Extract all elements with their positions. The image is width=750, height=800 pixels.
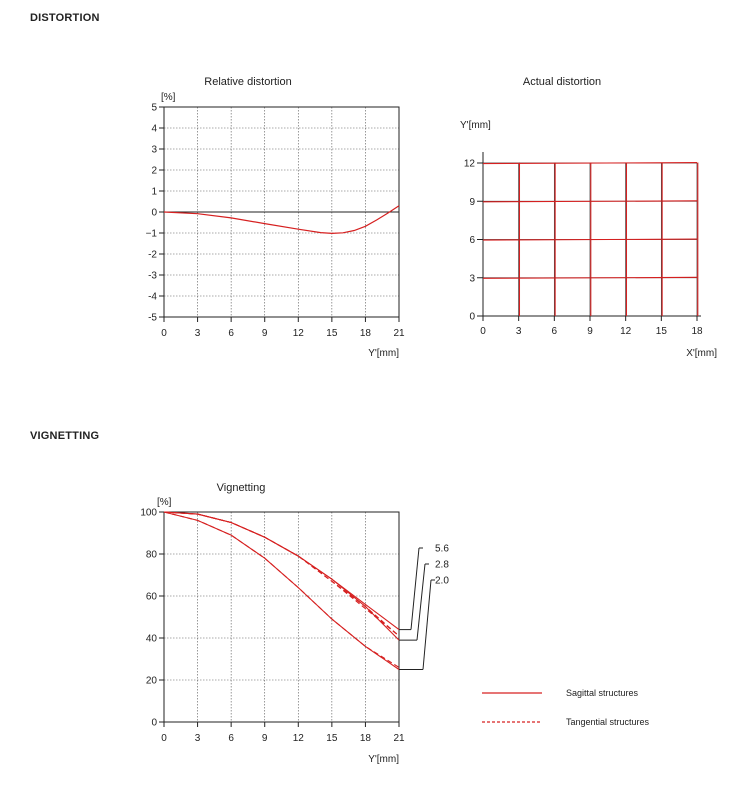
- vig-ytick-label: 0: [151, 717, 157, 729]
- vig-xtick-label: 12: [292, 733, 304, 744]
- act-ytick-label: 3: [469, 273, 475, 285]
- vig-leader-diag-2.0: [423, 580, 431, 670]
- vig-aperture-label-2.8: 2.8: [435, 559, 449, 571]
- rel-ylabel: [%]: [161, 92, 176, 103]
- rel-ytick-label: 2: [151, 165, 157, 177]
- act-xlabel: X'[mm]: [686, 348, 717, 359]
- vignetting-chart: [140, 482, 649, 765]
- rel-ytick-label: 4: [151, 123, 157, 135]
- act-ytick-label: 0: [469, 311, 475, 323]
- rel-ytick-label: -5: [148, 312, 157, 324]
- rel-ytick-label: -2: [148, 249, 157, 261]
- vig-curve-sagittal-2.0: [164, 512, 399, 670]
- rel-xtick-label: 6: [228, 328, 234, 339]
- vig-leader-diag-2.8: [417, 564, 425, 640]
- vig-leader-diag-5.6: [411, 548, 419, 630]
- rel-xtick-label: 12: [292, 328, 304, 339]
- vig-curve-tangential-5.6: [164, 512, 399, 636]
- rel-ytick-label: 0: [151, 207, 157, 219]
- vig-xtick-label: 9: [261, 733, 268, 744]
- vig-xtick-label: 6: [228, 733, 234, 744]
- rel-ytick-label: -3: [148, 270, 157, 282]
- rel-xtick-label: 3: [194, 328, 201, 339]
- rel-xtick-label: 0: [161, 328, 167, 339]
- vig-plot-frame: [164, 512, 399, 722]
- legend-sagittal-label: Sagittal structures: [566, 688, 639, 698]
- act-xtick-label: 0: [480, 326, 486, 337]
- act-xtick-label: 6: [551, 326, 558, 337]
- act-ylabel: Y'[mm]: [460, 120, 491, 131]
- vig-curve-sagittal-5.6: [164, 512, 399, 630]
- rel-ytick-label: 3: [151, 144, 157, 156]
- vig-ytick-label: 100: [140, 507, 157, 519]
- act-xtick-label: 9: [587, 326, 593, 337]
- relative-distortion-chart: [146, 76, 405, 359]
- vig-ytick-label: 60: [145, 591, 157, 603]
- rel-ytick-label: −1: [145, 228, 157, 240]
- vig-xtick-label: 15: [326, 733, 338, 744]
- vig-curve-sagittal-2.8: [164, 512, 399, 640]
- vig-xtick-label: 0: [161, 733, 167, 744]
- vig-xlabel: Y'[mm]: [368, 754, 399, 765]
- rel-xtick-label: 21: [393, 328, 405, 339]
- legend-tangential-label: Tangential structures: [566, 717, 650, 727]
- rel-ytick-label: -4: [148, 291, 157, 303]
- rel-distortion-curve: [164, 206, 399, 234]
- vig-ytick-label: 40: [145, 633, 157, 645]
- act-chart-title: Actual distortion: [522, 76, 602, 88]
- rel-xlabel: Y'[mm]: [368, 348, 399, 359]
- act-ytick-label: 9: [469, 196, 475, 208]
- vig-curve-tangential-2.8: [164, 512, 399, 636]
- rel-xtick-label: 9: [261, 328, 268, 339]
- rel-ytick-label: 5: [151, 102, 157, 114]
- act-xtick-label: 3: [515, 326, 522, 337]
- act-xtick-label: 15: [655, 326, 667, 337]
- vig-ylabel: [%]: [157, 497, 172, 508]
- rel-xtick-label: 18: [359, 328, 371, 339]
- act-ytick-label: 6: [469, 235, 475, 246]
- vig-aperture-label-2.0: 2.0: [435, 575, 449, 587]
- vignetting-section-title: VIGNETTING: [30, 430, 100, 442]
- rel-ytick-label: 1: [151, 186, 157, 198]
- vig-ytick-label: 20: [145, 675, 157, 687]
- act-ytick-label: 12: [463, 158, 475, 170]
- vig-curve-tangential-2.0: [164, 512, 399, 667]
- act-xtick-label: 18: [691, 326, 703, 337]
- rel-chart-title: Relative distortion: [204, 76, 292, 88]
- vig-xtick-label: 21: [393, 733, 405, 744]
- vig-ytick-label: 80: [145, 549, 157, 561]
- vig-aperture-label-5.6: 5.6: [435, 543, 449, 555]
- vig-chart-title: Vignetting: [216, 482, 266, 494]
- actual-distortion-chart: [460, 76, 717, 359]
- act-xtick-label: 12: [620, 326, 632, 337]
- distortion-section-title: DISTORTION: [30, 12, 100, 24]
- vig-xtick-label: 3: [194, 733, 201, 744]
- vig-xtick-label: 18: [359, 733, 371, 744]
- rel-xtick-label: 15: [326, 328, 338, 339]
